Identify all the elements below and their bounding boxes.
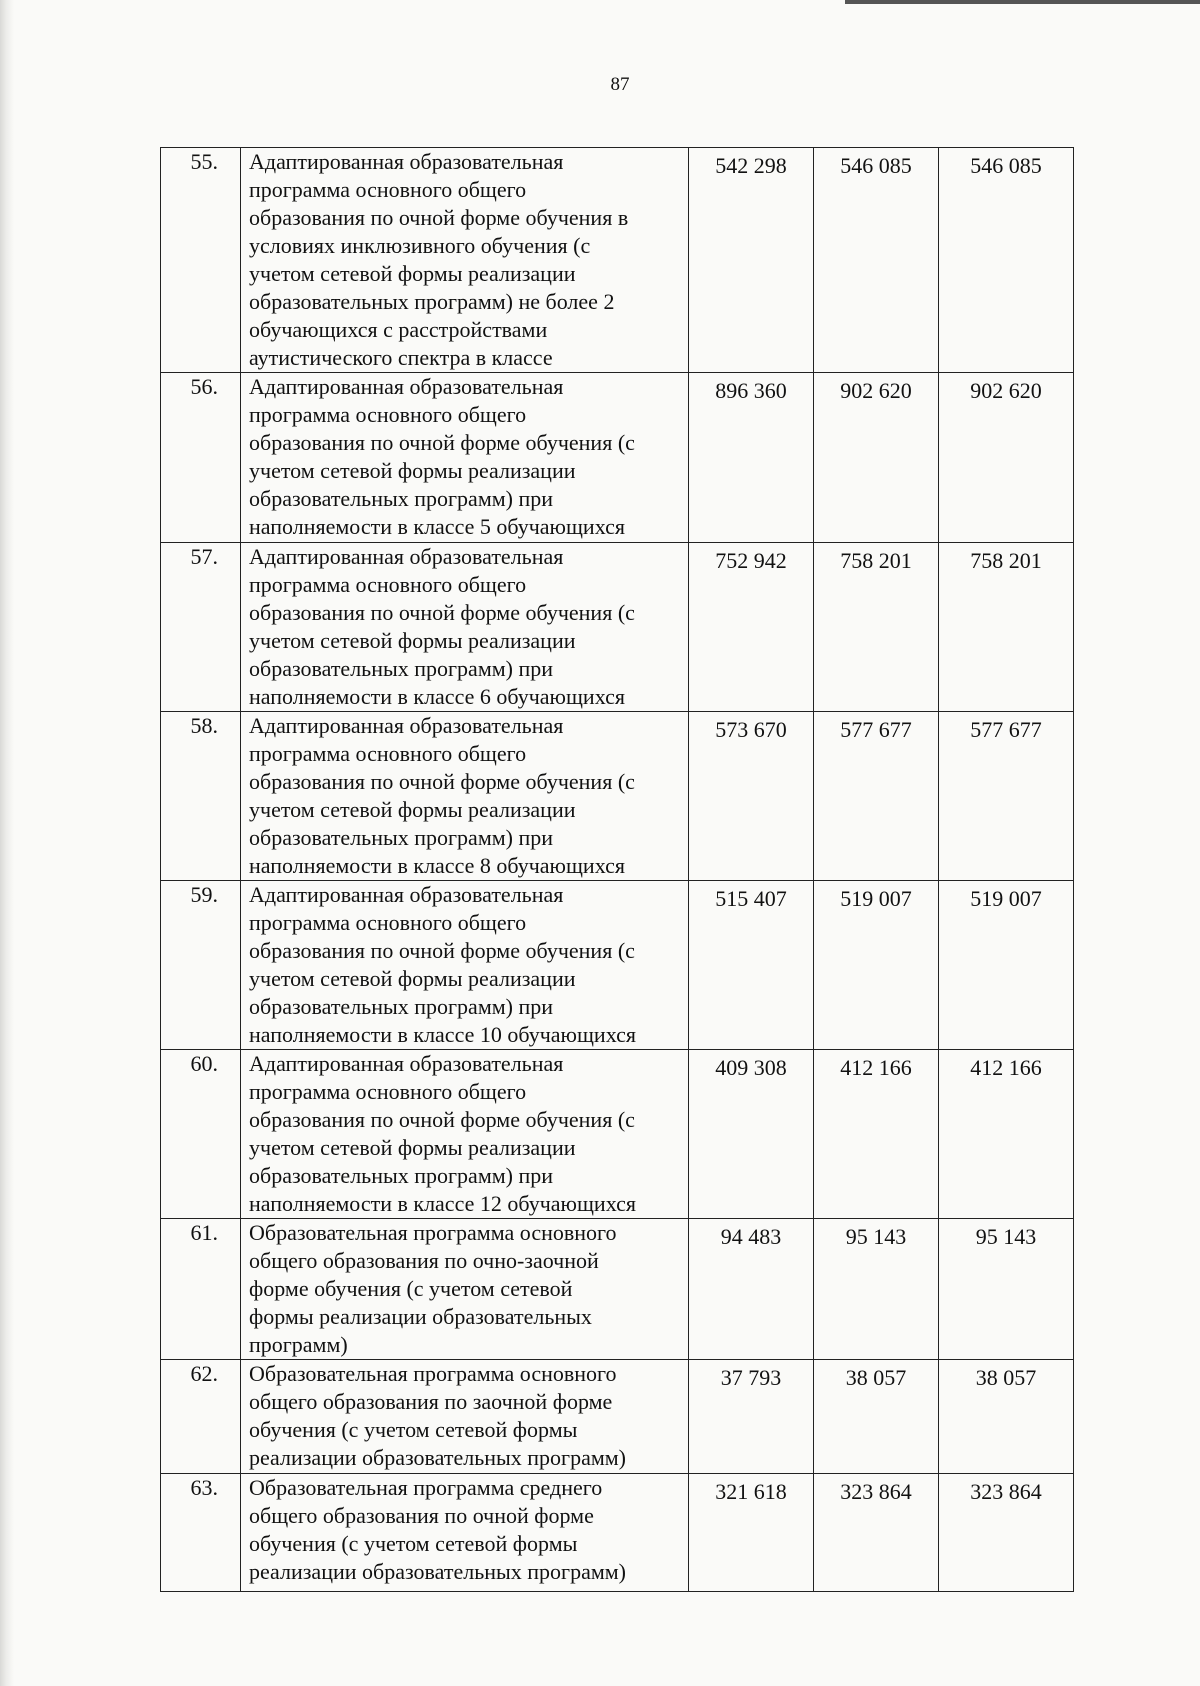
description-line: учетом сетевой формы реализации [249, 261, 576, 286]
value-year-3: 519 007 [939, 881, 1074, 1050]
row-number: 60. [161, 1050, 241, 1219]
description-line: общего образования по очно-заочной [249, 1248, 599, 1273]
description-line: образовательных программ) при [249, 656, 554, 681]
description-line: Образовательная программа основного [249, 1361, 617, 1386]
value-year-3: 38 057 [939, 1360, 1074, 1474]
page-number: 87 [610, 74, 630, 95]
value-year-3: 902 620 [939, 373, 1074, 543]
table-row [161, 148, 1074, 373]
description-line: программа основного общего [249, 910, 527, 935]
value-year-2: 546 085 [814, 148, 939, 373]
program-description [241, 148, 689, 373]
description-line: наполняемости в классе 8 обучающихся [249, 853, 625, 878]
tariff-table [160, 147, 1074, 1592]
description-line: программа основного общего [249, 402, 527, 427]
description-line: наполняемости в классе 12 обучающихся [249, 1191, 636, 1216]
value-year-1: 409 308 [689, 1050, 814, 1219]
table-row [161, 881, 1074, 1050]
description-line: наполняемости в классе 10 обучающихся [249, 1022, 636, 1047]
value-year-1: 896 360 [689, 373, 814, 543]
value-year-3: 412 166 [939, 1050, 1074, 1219]
value-year-2: 758 201 [814, 543, 939, 712]
value-year-2: 412 166 [814, 1050, 939, 1219]
description-line: программа основного общего [249, 177, 527, 202]
description-line: наполняемости в классе 5 обучающихся [249, 514, 625, 539]
program-description [241, 712, 689, 881]
description-line: учетом сетевой формы реализации [249, 628, 576, 653]
description-line: обучения (с учетом сетевой формы [249, 1531, 578, 1556]
description-line: Адаптированная образовательная [249, 149, 564, 174]
value-year-2: 902 620 [814, 373, 939, 543]
table-row [161, 1474, 1074, 1592]
description-line: обучающихся с расстройствами [249, 317, 548, 342]
value-year-3: 95 143 [939, 1219, 1074, 1360]
value-year-2: 38 057 [814, 1360, 939, 1474]
description-line: Адаптированная образовательная [249, 713, 564, 738]
description-line: Образовательная программа основного [249, 1220, 617, 1245]
description-line: Адаптированная образовательная [249, 544, 564, 569]
description-line: реализации образовательных программ) [249, 1559, 627, 1584]
description-line: образования по очной форме обучения (с [249, 430, 635, 455]
description-line: формы реализации образовательных [249, 1304, 592, 1329]
value-year-2: 323 864 [814, 1474, 939, 1592]
description-line: образовательных программ) при [249, 994, 554, 1019]
description-line: образования по очной форме обучения (с [249, 1107, 635, 1132]
description-line: образовательных программ) при [249, 486, 554, 511]
table-body [161, 148, 1074, 1592]
program-description [241, 881, 689, 1050]
value-year-1: 515 407 [689, 881, 814, 1050]
value-year-1: 94 483 [689, 1219, 814, 1360]
description-line: Адаптированная образовательная [249, 882, 564, 907]
value-year-2: 95 143 [814, 1219, 939, 1360]
description-line: Адаптированная образовательная [249, 374, 564, 399]
description-line: программ) [249, 1332, 348, 1357]
value-year-3: 758 201 [939, 543, 1074, 712]
row-number: 58. [161, 712, 241, 881]
table-row [161, 373, 1074, 543]
program-description [241, 1360, 689, 1474]
description-line: аутистического спектра в классе [249, 345, 553, 370]
description-line: наполняемости в классе 6 обучающихся [249, 684, 625, 709]
value-year-3: 323 864 [939, 1474, 1074, 1592]
program-description [241, 543, 689, 712]
table-row [161, 712, 1074, 881]
description-line: Образовательная программа среднего [249, 1475, 603, 1500]
description-line: образования по очной форме обучения в [249, 205, 629, 230]
value-year-1: 542 298 [689, 148, 814, 373]
description-line: реализации образовательных программ) [249, 1445, 627, 1470]
description-line: образования по очной форме обучения (с [249, 938, 635, 963]
row-number: 55. [161, 148, 241, 373]
description-line: обучения (с учетом сетевой формы [249, 1417, 578, 1442]
row-number: 59. [161, 881, 241, 1050]
description-line: общего образования по очной форме [249, 1503, 594, 1528]
description-line: форме обучения (с учетом сетевой [249, 1276, 573, 1301]
program-description [241, 1219, 689, 1360]
program-description [241, 373, 689, 543]
row-number: 56. [161, 373, 241, 543]
value-year-1: 321 618 [689, 1474, 814, 1592]
description-line: условиях инклюзивного обучения (с [249, 233, 591, 258]
value-year-3: 546 085 [939, 148, 1074, 373]
value-year-1: 37 793 [689, 1360, 814, 1474]
value-year-2: 519 007 [814, 881, 939, 1050]
description-line: Адаптированная образовательная [249, 1051, 564, 1076]
description-line: программа основного общего [249, 741, 527, 766]
description-line: учетом сетевой формы реализации [249, 1135, 576, 1160]
table-row [161, 1360, 1074, 1474]
row-number: 63. [161, 1474, 241, 1592]
description-line: общего образования по заочной форме [249, 1389, 613, 1414]
description-line: учетом сетевой формы реализации [249, 966, 576, 991]
description-line: программа основного общего [249, 572, 527, 597]
description-line: учетом сетевой формы реализации [249, 458, 576, 483]
description-line: программа основного общего [249, 1079, 527, 1104]
description-line: учетом сетевой формы реализации [249, 797, 576, 822]
description-line: образования по очной форме обучения (с [249, 600, 635, 625]
program-description [241, 1050, 689, 1219]
value-year-1: 573 670 [689, 712, 814, 881]
row-number: 57. [161, 543, 241, 712]
scan-shadow-left [0, 0, 14, 1686]
table-row [161, 1219, 1074, 1360]
value-year-3: 577 677 [939, 712, 1074, 881]
row-number: 62. [161, 1360, 241, 1474]
scan-edge-top [845, 0, 1200, 4]
description-line: образовательных программ) при [249, 825, 554, 850]
description-line: образования по очной форме обучения (с [249, 769, 635, 794]
table-row [161, 1050, 1074, 1219]
value-year-2: 577 677 [814, 712, 939, 881]
table-row [161, 543, 1074, 712]
description-line: образовательных программ) при [249, 1163, 554, 1188]
row-number: 61. [161, 1219, 241, 1360]
description-line: образовательных программ) не более 2 [249, 289, 615, 314]
value-year-1: 752 942 [689, 543, 814, 712]
program-description [241, 1474, 689, 1592]
